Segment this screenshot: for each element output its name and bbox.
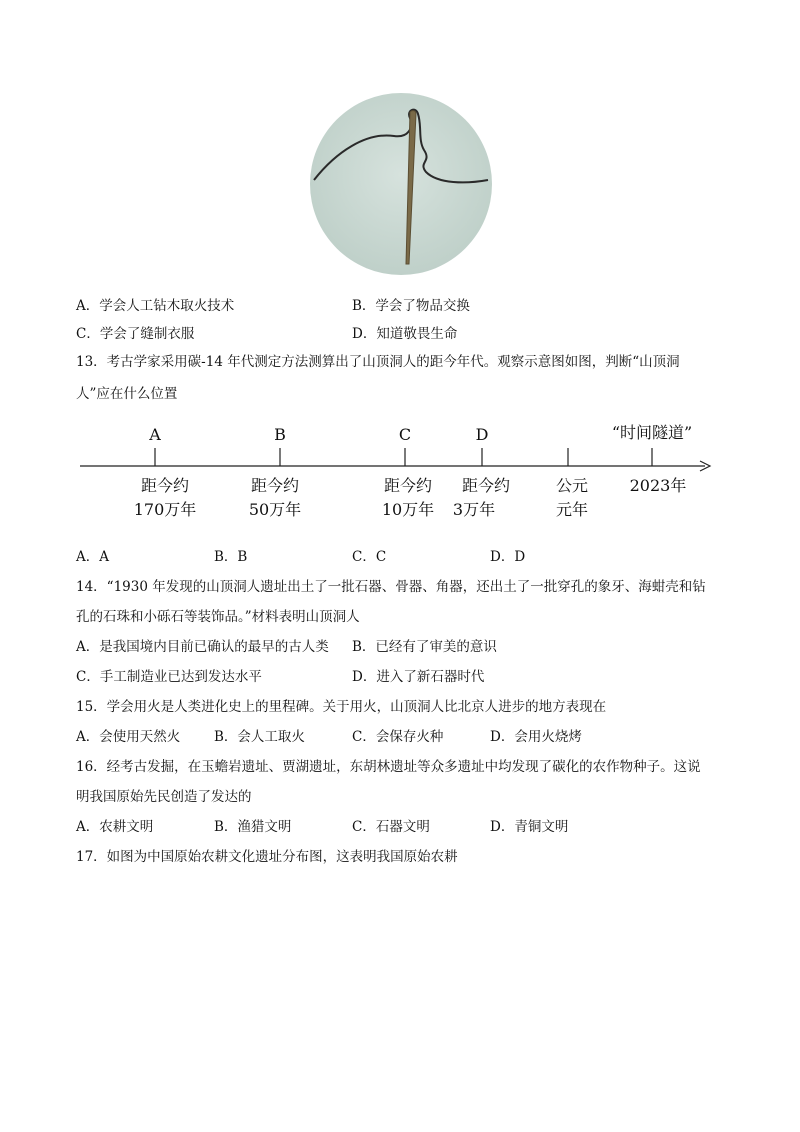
timeline-caption-c-line1: 距今约 xyxy=(383,476,433,495)
timeline-caption-2023: 2023年 xyxy=(629,476,687,495)
timeline-label-c: C xyxy=(398,425,412,444)
question-16-stem-line2: 明我国原始先民创造了发达的 xyxy=(76,789,252,805)
timeline-caption-ad1-line2: 元年 xyxy=(555,500,589,519)
option-a[interactable]: A．学会人工钻木取火技术 xyxy=(76,298,235,314)
option-d[interactable]: D．知道敬畏生命 xyxy=(352,326,458,342)
option-c[interactable]: C．C xyxy=(352,549,387,565)
question-17-stem: 17．如图为中国原始农耕文化遗址分布图，这表明我国原始农耕 xyxy=(76,849,458,865)
option-d[interactable]: D．进入了新石器时代 xyxy=(352,669,485,685)
timeline-caption-c-line2: 10万年 xyxy=(381,500,435,519)
timeline-caption-d-line2: 3万年 xyxy=(452,500,496,519)
option-b[interactable]: B．已经有了审美的意识 xyxy=(352,639,497,655)
option-a[interactable]: A．是我国境内目前已确认的最早的古人类 xyxy=(76,639,329,655)
question-14-stem-line2: 孔的石珠和小砾石等装饰品。”材料表明山顶洞人 xyxy=(76,609,360,625)
timeline-caption-b-line1: 距今约 xyxy=(250,476,300,495)
option-b[interactable]: B．学会了物品交换 xyxy=(352,298,470,314)
timeline-caption-a-line2: 170万年 xyxy=(133,500,197,519)
bone-needle-image xyxy=(306,92,496,277)
question-13-stem-line1: 13．考古学家采用碳-14 年代测定方法测算出了山顶洞人的距今年代。观察示意图如图，判断“山顶洞 xyxy=(76,354,680,370)
question-16-stem-line1: 16．经考古发掘，在玉蟾岩遗址、贾湖遗址，东胡林遗址等众多遗址中均发现了碳化的农作物种子。这说 xyxy=(76,759,701,775)
question-14-stem-line1: 14．“1930 年发现的山顶洞人遗址出土了一批石器、骨器、角器，还出土了一批穿孔的象牙、海蚶壳和钻 xyxy=(76,579,706,595)
image-circle-background xyxy=(310,93,492,275)
option-b[interactable]: B．会人工取火 xyxy=(214,729,305,745)
option-c[interactable]: C．会保存火种 xyxy=(352,729,444,745)
option-a[interactable]: A．会使用天然火 xyxy=(76,729,181,745)
option-a[interactable]: A．农耕文明 xyxy=(76,819,154,835)
timeline-label-d: D xyxy=(475,425,489,444)
question-13-stem-line2: 人”应在什么位置 xyxy=(76,386,178,402)
option-c[interactable]: C．学会了缝制衣服 xyxy=(76,326,195,342)
timeline-label-a: A xyxy=(149,425,161,444)
timeline-caption-a-line1: 距今约 xyxy=(140,476,190,495)
option-d[interactable]: D．会用火烧烤 xyxy=(490,729,582,745)
option-d[interactable]: D．青铜文明 xyxy=(490,819,569,835)
timeline-diagram xyxy=(70,418,730,528)
timeline-caption-d-line1: 距今约 xyxy=(461,476,511,495)
timeline-caption-ad1-line1: 公元 xyxy=(555,476,589,495)
option-a[interactable]: A．A xyxy=(76,549,109,565)
timeline-caption-b-line2: 50万年 xyxy=(248,500,302,519)
timeline-label-time-tunnel: “时间隧道” xyxy=(611,423,693,442)
timeline-label-b: B xyxy=(274,425,286,444)
option-c[interactable]: C．石器文明 xyxy=(352,819,430,835)
question-15-stem: 15．学会用火是人类进化史上的里程碑。关于用火，山顶洞人比北京人进步的地方表现在 xyxy=(76,699,607,715)
option-b[interactable]: B．渔猎文明 xyxy=(214,819,292,835)
option-b[interactable]: B．B xyxy=(214,549,248,565)
option-d[interactable]: D．D xyxy=(490,549,526,565)
option-c[interactable]: C．手工制造业已达到发达水平 xyxy=(76,669,262,685)
